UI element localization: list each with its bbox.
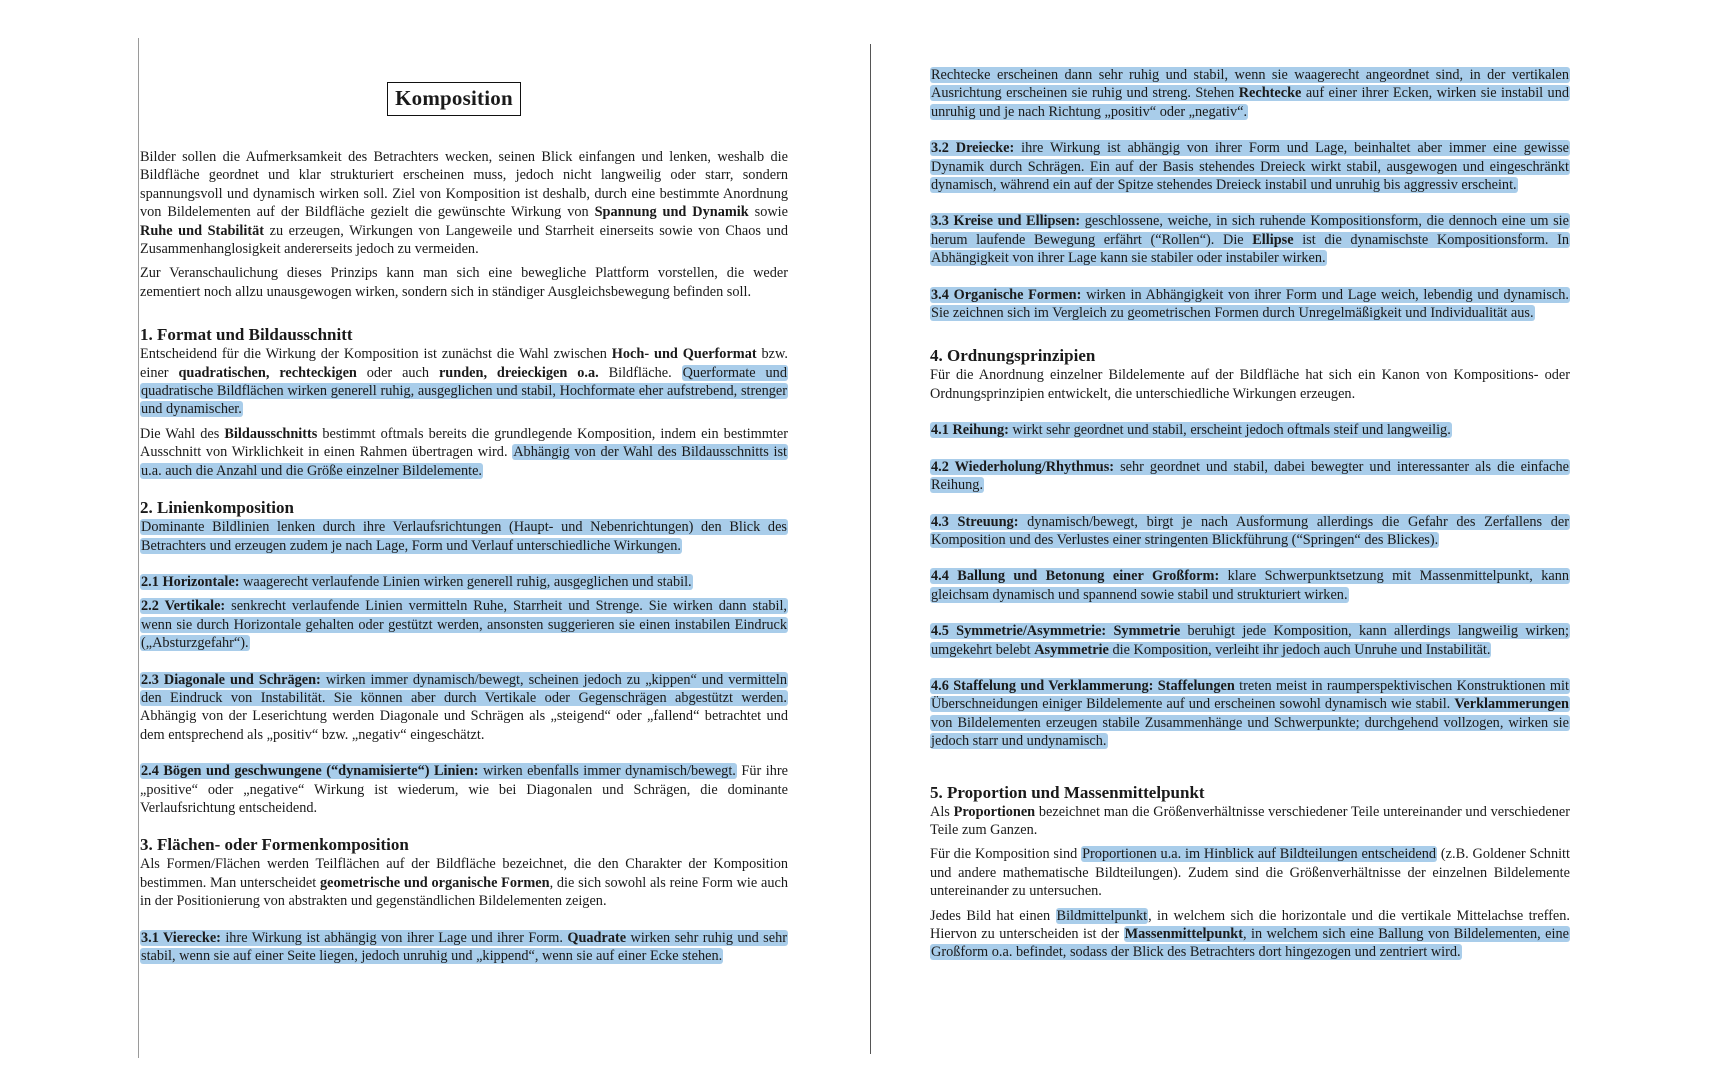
section-heading-1: 1. Format und Bildausschnitt [140,325,353,345]
item-3-1-continued: Rechtecke erscheinen dann sehr ruhig und stabil, wenn sie waagerecht angeordnet sind, in der vertikalen Ausrichtung erscheinen sie ruhig und streng. Stehen Rechtecke auf einer ihrer Ecken, wirken sie instabil und unruhig und je nach Richtung „positiv“ oder „negativ“. [931,67,1570,120]
item-2-2: 2.2 Vertikale: senkrecht verlaufende Linien vermitteln Ruhe, Starrheit und Strenge. Sie wirken dann stabil, wenn sie durch Horizontale gehalten oder gestützt werden, ansonsten suggerieren sie einen instabilen Eindruck („Absturzgefahr“). [141,598,787,652]
item-3-3: 3.3 Kreise und Ellipsen: geschlossene, weiche, in sich ruhende Kompositionsform, die dennoch eine um sie herum laufende Bewegung erfährt (“Rollen“). Die Ellipse ist die dynamischste Kompositionsform. In Abhängigkeit von ihrer Lage kann sie stabiler oder instabiler wirken. [931,213,1569,267]
intro-paragraph-2: Zur Veranschaulichung dieses Prinzips kann man sich eine bewegliche Plattform vorstellen, die weder zementiert noch allzu unausgewogen wirken, sondern sich in ständiger Ausgleichsbewegung befinden soll. [140,265,788,300]
right-page [930,0,1570,1080]
section-3-paragraph: Als Formen/Flächen werden Teilflächen auf der Bildfläche bezeichnet, die den Charakter der Komposition bestimmen. Man unterscheidet geometrische und organische Formen, die sich sowohl als reine Form wie auch in der Positionierung von abstrakten und gegenständlichen Bildelementen zeigen. [140,856,788,910]
item-3-4: 3.4 Organische Formen: wirken in Abhängigkeit von ihrer Form und Lage weich, lebendig und dynamisch. Sie zeichnen sich im Vergleich zu geometrischen Formen durch Unregelmäßigkeit und Individualität aus. [931,286,1569,322]
item-4-6: 4.6 Staffelung und Verklammerung: Staffelungen treten meist in raumperspektivischen Konstruktionen mit Überschneidungen einiger Bildelemente auf und erscheinen sowohl dynamisch wie stabil. Verklammerungen von Bildelementen erzeugen stabile Zusammenhänge und Schwerpunkte; durchgehend vollzogen, wirken sie jedoch starr und undynamisch. [931,677,1569,750]
item-2-1: 2.1 Horizontale: waagerecht verlaufende Linien wirken generell ruhig, ausgeglichen und stabil. [141,573,692,590]
section-2-paragraph: Dominante Bildlinien lenken durch ihre Verlaufsrichtungen (Haupt- und Nebenrichtungen) den Blick des Betrachters und erzeugen zudem je nach Lage, Form und Verlauf unterschiedliche Wirkungen. [141,519,787,554]
section-4-paragraph: Für die Anordnung einzelner Bildelemente auf der Bildfläche hat sich ein Kanon von Kompositions- oder Ordnungsprinzipien entwickelt, die unterschiedliche Wirkungen erzeugen. [930,367,1570,402]
intro-paragraph: Bilder sollen die Aufmerksamkeit des Betrachters wecken, seinen Blick einfangen und lenken, weshalb die Bildfläche geordnet und klar strukturiert erscheinen muss, jedoch nicht langweilig oder starr, sondern spannungsvoll und dynamisch wirken soll. Ziel von Komposition ist deshalb, durch eine bestimmte Anordnung von Bildelementen auf der Bildfläche gezielt die gewünschte Wirkung von Spannung und Dynamik sowie Ruhe und Stabilität zu erzeugen, Wirkungen von Langeweile und Starrheit einerseits sowie von Chaos und Zusammenhanglosigkeit andererseits jedoch zu vermeiden. [140,149,789,258]
left-page-edge [138,38,139,1058]
section-1-paragraph-2: Die Wahl des Bildausschnitts bestimmt oftmals bereits die grundlegende Komposition, indem ein bestimmter Ausschnitt von Wirklichkeit in einen Rahmen übertragen wird. Abhängig von der Wahl des Bildausschnitts ist u.a. auch die Anzahl und die Größe einzelner Bildelemente. [140,425,788,479]
item-3-1: 3.1 Vierecke: ihre Wirkung ist abhängig von ihrer Lage und ihrer Form. Quadrate wirken sehr ruhig und sehr stabil, wenn sie auf einer Seite liegen, jedoch unruhig und „kippend“, wenn sie auf einer Ecke stehen. [141,929,787,964]
section-heading-3: 3. Flächen- oder Formenkomposition [140,835,409,855]
item-4-4: 4.4 Ballung und Betonung einer Großform: klare Schwerpunktsetzung mit Massenmittelpunkt, kann gleichsam dynamisch und spannend sowie stabil und strukturiert wirken. [931,568,1569,603]
section-heading-2: 2. Linienkomposition [140,498,294,518]
item-4-3: 4.3 Streuung: dynamisch/bewegt, birgt je nach Ausformung allerdings die Gefahr des Zerfallens der Komposition und des Verlustes einer stringenten Blickführung (“Springen“ des Blickes). [931,513,1570,548]
item-3-2: 3.2 Dreiecke: ihre Wirkung ist abhängig von ihrer Form und Lage, beinhaltet aber immer eine gewisse Dynamik durch Schrägen. Ein auf der Basis stehendes Dreieck wirkt stabil, ausgewogen und eingeschränkt dynamisch, während ein auf der Spitze stehendes Dreieck instabil und unruhig bis aggressiv erscheint. [931,140,1569,194]
item-4-2: 4.2 Wiederholung/Rhythmus: sehr geordnet und stabil, dabei bewegter und interessanter als die einfache Reihung. [931,458,1569,494]
section-5-paragraph-2: Für die Komposition sind Proportionen u.a. im Hinblick auf Bildteilungen entscheidend (z.B. Goldener Schnitt und andere mathematische Bildteilungen). Zudem sind die Größenverhältnisse der einzelnen Bildelemente untereinander zu untersuchen. [930,846,1571,900]
item-4-5: 4.5 Symmetrie/Asymmetrie: Symmetrie beruhigt jede Komposition, kann allerdings langweilig wirken; umgekehrt belebt Asymmetrie die Komposition, verleiht ihr jedoch auch Unruhe und Instabilität. [931,623,1569,658]
item-4-1: 4.1 Reihung: wirkt sehr geordnet und stabil, erscheint jedoch oftmals steif und langweilig. [931,422,1451,439]
section-5-paragraph: Als Proportionen bezeichnet man die Größenverhältnisse verschiedener Teile untereinander und verschiedener Teile zum Ganzen. [930,803,1570,838]
item-2-3: 2.3 Diagonale und Schrägen: wirken immer dynamisch/bewegt, scheinen jedoch zu „kippen“ und vermitteln den Eindruck von Instabilität. Sie können aber durch Vertikale oder Gegenschrägen abgestützt werden. Abhängig von der Leserichtung werden Diagonale und Schrägen als „steigend“ oder „fallend“ betrachtet und dem entsprechend als „positiv“ bzw. „negativ“ eingeschätzt. [140,671,788,743]
section-1-paragraph: Entscheidend für die Wirkung der Komposition ist zunächst die Wahl zwischen Hoch- und Querformat bzw. einer quadratischen, rechteckigen oder auch runden, dreieckigen o.a. Bildfläche. Querformate und quadratische Bildflächen wirken generell ruhig, ausgeglichen und stabil, Hochformate eher aufstrebend, strenger und dynamischer. [140,346,788,418]
section-heading-5: 5. Proportion und Massenmittelpunkt [930,782,1205,802]
center-fold [870,44,871,1054]
page-title: Komposition [387,82,521,116]
section-5-paragraph-3: Jedes Bild hat einen Bildmittelpunkt, in welchem sich die horizontale und die vertikale Mittelachse treffen. Hiervon zu unterscheiden ist der Massenmittelpunkt, in welchem sich eine Ballung von Bildelementen, eine Großform o.a. befindet, sodass der Blick des Betrachters dort hingezogen und zentriert wird. [930,907,1570,961]
left-page [140,0,788,1080]
item-2-4: 2.4 Bögen und geschwungene (“dynamisierte“) Linien: wirken ebenfalls immer dynamisch/bewegt. Für ihre „positive“ oder „negative“ Wirkung ist wiederum, wie bei Diagonalen und Schrägen, die dominante Verlaufsrichtung entscheidend. [140,763,788,816]
section-heading-4: 4. Ordnungsprinzipien [930,346,1096,366]
